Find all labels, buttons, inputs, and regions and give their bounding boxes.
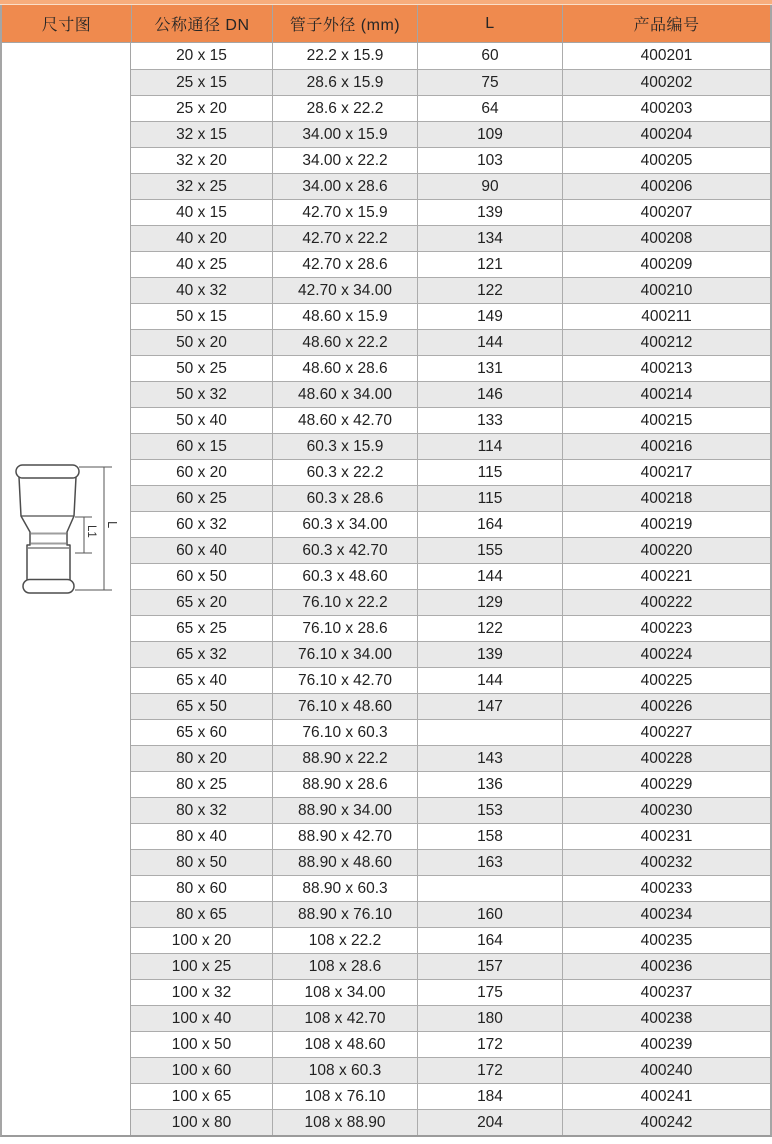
product-code-cell: 400231 [562,824,770,849]
product-code-cell: 400223 [562,616,770,641]
product-code-cell: 400220 [562,538,770,563]
table-row [131,43,770,69]
product-code-cell: 400235 [562,928,770,953]
outer-diameter-cell: 48.60 x 28.6 [272,356,417,381]
dn-cell: 32 x 25 [176,177,227,195]
dn-cell: 20 x 15 [176,47,227,64]
header-nominal-diameter-dn: 公称通径 DN [131,5,272,42]
product-code-cell: 400241 [562,1084,770,1109]
table-row [131,251,770,277]
length-cell: 115 [417,486,562,511]
dn-cell: 80 x 40 [176,827,227,845]
product-code-cell: 400214 [562,382,770,407]
dn-cell: 60 x 32 [176,515,227,533]
dn-cell: 50 x 20 [176,333,227,351]
dn-cell: 80 x 32 [176,801,227,819]
outer-diameter-cell: 42.70 x 22.2 [272,226,417,251]
length-cell: 109 [417,122,562,147]
table-row [131,849,770,875]
length-cell: 164 [417,928,562,953]
dn-cell: 80 x 20 [176,749,227,767]
outer-diameter-cell: 76.10 x 48.60 [272,694,417,719]
dn-cell: 65 x 32 [176,645,227,663]
outer-diameter-cell: 48.60 x 15.9 [272,304,417,329]
product-code-cell: 400239 [562,1032,770,1057]
table-row [131,693,770,719]
reducer-coupling-diagram [9,459,124,604]
outer-diameter-cell: 28.6 x 22.2 [272,96,417,121]
product-code-cell: 400210 [562,278,770,303]
dn-cell: 60 x 20 [176,463,227,481]
outer-diameter-cell: 108 x 88.90 [272,1110,417,1135]
table-row [131,979,770,1005]
outer-diameter-cell: 108 x 22.2 [272,928,417,953]
dn-cell: 60 x 15 [176,437,227,455]
length-cell: 134 [417,226,562,251]
outer-diameter-cell: 34.00 x 15.9 [272,122,417,147]
outer-diameter-cell: 76.10 x 28.6 [272,616,417,641]
table-row [131,329,770,355]
product-code-cell: 400207 [562,200,770,225]
outer-diameter-cell: 76.10 x 60.3 [272,720,417,745]
product-code-cell: 400230 [562,798,770,823]
length-cell: 175 [417,980,562,1005]
outer-diameter-cell: 108 x 42.70 [272,1006,417,1031]
table-row [131,589,770,615]
dn-cell: 50 x 15 [176,307,227,325]
dn-cell: 100 x 25 [171,957,232,975]
dn-cell: 65 x 20 [176,593,227,611]
length-cell: 131 [417,356,562,381]
table-row [131,173,770,199]
fitting-body-outline [19,477,76,580]
dn-cell: 60 x 40 [176,541,227,559]
outer-diameter-cell: 34.00 x 28.6 [272,174,417,199]
length-cell: 163 [417,850,562,875]
outer-diameter-cell: 76.10 x 34.00 [272,642,417,667]
table-row [131,381,770,407]
product-code-cell: 400229 [562,772,770,797]
dn-cell: 80 x 25 [176,775,227,793]
product-code-cell: 400226 [562,694,770,719]
table-row [131,1057,770,1083]
product-code-cell: 400236 [562,954,770,979]
header-pipe-outer-diameter: 管子外径 (mm) [272,5,417,42]
product-code-cell: 400213 [562,356,770,381]
table-row [131,1031,770,1057]
dn-cell: 25 x 15 [176,73,227,91]
table-row [131,537,770,563]
dn-cell: 50 x 25 [176,359,227,377]
outer-diameter-cell: 60.3 x 42.70 [272,538,417,563]
outer-diameter-cell: 48.60 x 22.2 [272,330,417,355]
product-code-cell: 400232 [562,850,770,875]
length-cell: 122 [417,278,562,303]
outer-diameter-cell: 28.6 x 15.9 [272,70,417,95]
length-cell: 114 [417,434,562,459]
table-row [131,199,770,225]
table-row [131,771,770,797]
dn-cell: 100 x 40 [171,1009,232,1027]
product-code-cell: 400215 [562,408,770,433]
product-code-cell: 400242 [562,1110,770,1135]
table-row [131,797,770,823]
length-cell: 204 [417,1110,562,1135]
product-code-cell: 400202 [562,70,770,95]
length-cell: 155 [417,538,562,563]
outer-diameter-cell: 22.2 x 15.9 [272,43,417,69]
length-cell: 115 [417,460,562,485]
table-row [131,407,770,433]
table-row [131,433,770,459]
length-cell: 160 [417,902,562,927]
table-row [131,719,770,745]
product-code-cell: 400211 [562,304,770,329]
product-code-cell: 400212 [562,330,770,355]
dn-cell: 60 x 50 [176,567,227,585]
product-code-cell: 400209 [562,252,770,277]
dn-cell: 100 x 32 [171,983,232,1001]
product-code-cell: 400222 [562,590,770,615]
length-cell: 149 [417,304,562,329]
length-cell: 129 [417,590,562,615]
table-row [131,563,770,589]
header-product-code: 产品编号 [562,5,770,42]
product-code-cell: 400233 [562,876,770,901]
outer-diameter-cell: 108 x 48.60 [272,1032,417,1057]
length-cell: 147 [417,694,562,719]
product-code-cell: 400225 [562,668,770,693]
table-row [131,355,770,381]
dn-cell: 60 x 25 [176,489,227,507]
dn-cell: 100 x 50 [171,1035,232,1053]
outer-diameter-cell: 42.70 x 28.6 [272,252,417,277]
product-code-cell: 400237 [562,980,770,1005]
table-row [131,225,770,251]
outer-diameter-cell: 88.90 x 60.3 [272,876,417,901]
length-cell: 184 [417,1084,562,1109]
length-cell: 164 [417,512,562,537]
length-cell: 143 [417,746,562,771]
dn-cell: 40 x 25 [176,255,227,273]
table-header-row [2,5,770,43]
dn-cell: 32 x 15 [176,125,227,143]
length-cell: 103 [417,148,562,173]
table-body [2,43,770,1135]
outer-diameter-cell: 88.90 x 76.10 [272,902,417,927]
spec-rows [131,43,770,1135]
header-dimension-diagram: 尺寸图 [41,17,92,34]
table-row [131,641,770,667]
outer-diameter-cell: 88.90 x 28.6 [272,772,417,797]
dn-cell: 100 x 80 [171,1113,232,1131]
outer-diameter-cell: 88.90 x 22.2 [272,746,417,771]
table-row [131,511,770,537]
product-code-cell: 400206 [562,174,770,199]
length-cell: 146 [417,382,562,407]
fitting-spec-table [0,5,772,1137]
table-row [131,823,770,849]
length-cell [417,720,562,745]
product-code-cell: 400201 [562,43,770,69]
length-cell: 172 [417,1032,562,1057]
length-cell [417,876,562,901]
outer-diameter-cell: 76.10 x 22.2 [272,590,417,615]
socket-length-label: L1 [85,525,97,538]
length-cell: 172 [417,1058,562,1083]
length-cell: 144 [417,564,562,589]
table-row [131,303,770,329]
outer-diameter-cell: 60.3 x 48.60 [272,564,417,589]
dn-cell: 65 x 40 [176,671,227,689]
product-code-cell: 400219 [562,512,770,537]
table-row [131,1005,770,1031]
table-row [131,901,770,927]
table-row [131,95,770,121]
product-code-cell: 400234 [562,902,770,927]
product-code-cell: 400240 [562,1058,770,1083]
table-row [131,1109,770,1135]
outer-diameter-cell: 108 x 28.6 [272,954,417,979]
dn-cell: 100 x 60 [171,1061,232,1079]
table-row [131,1083,770,1109]
table-row [131,121,770,147]
product-code-cell: 400218 [562,486,770,511]
length-cell: 158 [417,824,562,849]
length-cell: 157 [417,954,562,979]
table-row [131,485,770,511]
top-bead [16,465,79,478]
table-row [131,615,770,641]
outer-diameter-cell: 60.3 x 15.9 [272,434,417,459]
length-cell: 122 [417,616,562,641]
dn-cell: 80 x 50 [176,853,227,871]
length-cell: 139 [417,200,562,225]
product-code-cell: 400238 [562,1006,770,1031]
dn-cell: 32 x 20 [176,151,227,169]
outer-diameter-cell: 108 x 76.10 [272,1084,417,1109]
table-row [131,69,770,95]
dn-cell: 40 x 20 [176,229,227,247]
outer-diameter-cell: 88.90 x 34.00 [272,798,417,823]
length-cell: 153 [417,798,562,823]
dn-cell: 40 x 15 [176,203,227,221]
product-code-cell: 400204 [562,122,770,147]
product-code-cell: 400208 [562,226,770,251]
length-cell: 60 [417,43,562,69]
product-code-cell: 400205 [562,148,770,173]
outer-diameter-cell: 60.3 x 28.6 [272,486,417,511]
dimension-diagram-cell [2,43,131,1135]
table-row [131,277,770,303]
length-cell: 64 [417,96,562,121]
table-row [131,927,770,953]
product-code-cell: 400217 [562,460,770,485]
table-row [131,953,770,979]
product-code-cell: 400227 [562,720,770,745]
dn-cell: 25 x 20 [176,99,227,117]
product-code-cell: 400224 [562,642,770,667]
dn-cell: 65 x 25 [176,619,227,637]
table-row [131,147,770,173]
length-cell: 136 [417,772,562,797]
dn-cell: 50 x 40 [176,411,227,429]
length-cell: 90 [417,174,562,199]
header-length-l: L [417,5,562,42]
length-cell: 139 [417,642,562,667]
outer-diameter-cell: 34.00 x 22.2 [272,148,417,173]
product-code-cell: 400216 [562,434,770,459]
length-cell: 144 [417,668,562,693]
table-row [131,875,770,901]
dn-cell: 40 x 32 [176,281,227,299]
product-code-cell: 400203 [562,96,770,121]
table-row [131,745,770,771]
outer-diameter-cell: 88.90 x 48.60 [272,850,417,875]
length-cell: 144 [417,330,562,355]
length-cell: 121 [417,252,562,277]
product-code-cell: 400221 [562,564,770,589]
outer-diameter-cell: 108 x 60.3 [272,1058,417,1083]
total-length-label: L [105,521,120,529]
bottom-bead [23,580,74,594]
outer-diameter-cell: 76.10 x 42.70 [272,668,417,693]
outer-diameter-cell: 108 x 34.00 [272,980,417,1005]
outer-diameter-cell: 60.3 x 34.00 [272,512,417,537]
product-code-cell: 400228 [562,746,770,771]
outer-diameter-cell: 42.70 x 34.00 [272,278,417,303]
outer-diameter-cell: 42.70 x 15.9 [272,200,417,225]
outer-diameter-cell: 88.90 x 42.70 [272,824,417,849]
outer-diameter-cell: 48.60 x 42.70 [272,408,417,433]
dn-cell: 50 x 32 [176,385,227,403]
length-cell: 133 [417,408,562,433]
table-row [131,667,770,693]
dn-cell: 65 x 60 [176,723,227,741]
dn-cell: 65 x 50 [176,697,227,715]
dn-cell: 100 x 20 [171,931,232,949]
dn-cell: 80 x 65 [176,905,227,923]
outer-diameter-cell: 48.60 x 34.00 [272,382,417,407]
dn-cell: 100 x 65 [171,1087,232,1105]
length-cell: 180 [417,1006,562,1031]
length-cell: 75 [417,70,562,95]
table-row [131,459,770,485]
dn-cell: 80 x 60 [176,879,227,897]
outer-diameter-cell: 60.3 x 22.2 [272,460,417,485]
